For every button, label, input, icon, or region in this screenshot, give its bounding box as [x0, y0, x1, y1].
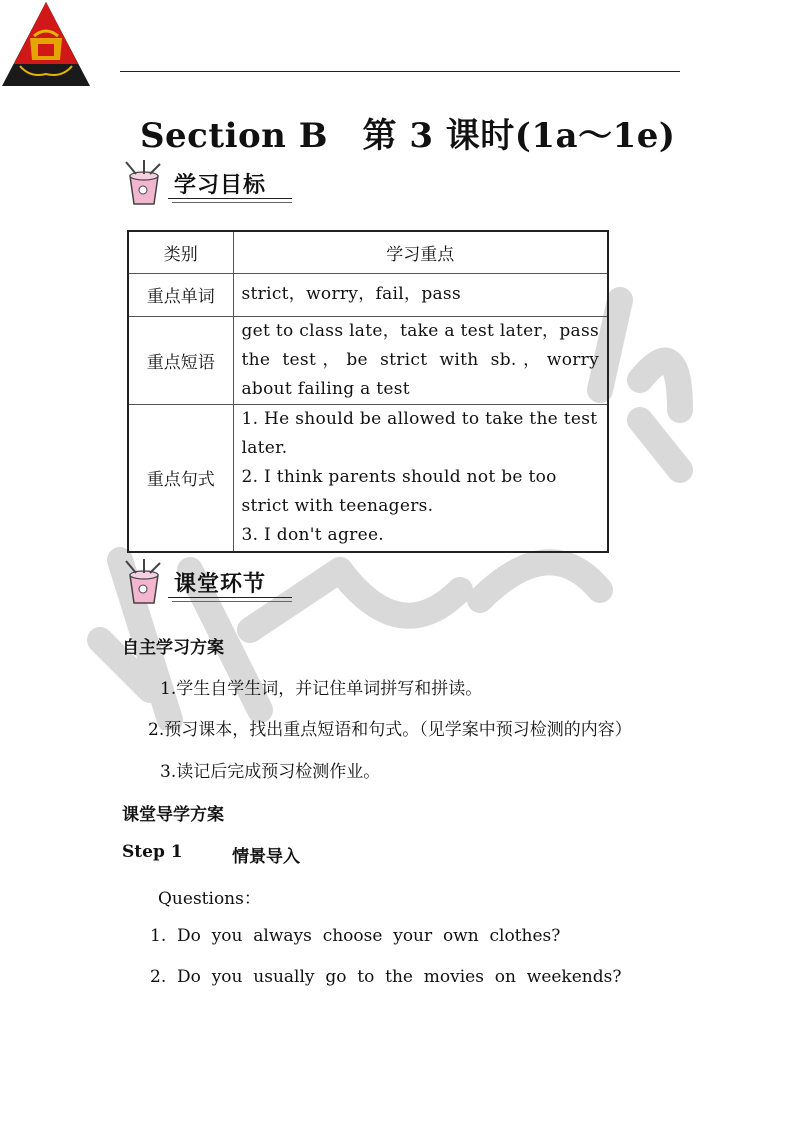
- section-header-goals: [116, 158, 306, 208]
- header-category: 类别: [128, 231, 233, 273]
- table-row: [128, 273, 608, 316]
- self-study-item: 1.学生自学生词，并记住单词拼写和拼读。: [160, 679, 483, 699]
- sentence-item: 2. I think parents should not be too strict with teenagers.: [241, 467, 557, 517]
- section-header-class: [116, 557, 306, 607]
- table-row: [128, 316, 608, 404]
- table-row: [128, 404, 608, 552]
- header-focus: 学习重点: [233, 231, 608, 273]
- question-item: 2. Do you usually go to the movies on weekends?: [150, 967, 622, 987]
- goals-table: [127, 230, 609, 553]
- pencil-cup-icon: [116, 557, 176, 607]
- row-category: 重点句式: [128, 404, 233, 552]
- table-header-row: [128, 231, 608, 273]
- step-title: 情景导入: [232, 847, 300, 867]
- pencil-cup-icon: [116, 158, 176, 208]
- step-label: Step 1: [122, 842, 183, 862]
- questions-label: Questions：: [158, 889, 261, 909]
- school-crest-logo: [0, 0, 92, 88]
- row-category: 重点短语: [128, 316, 233, 404]
- self-study-item: 3.读记后完成预习检测作业。: [160, 762, 381, 782]
- row-content: [233, 404, 608, 552]
- class-guide-heading: 课堂导学方案: [122, 805, 224, 825]
- self-study-heading: 自主学习方案: [122, 638, 224, 658]
- section-label-class: 课堂环节: [174, 572, 267, 597]
- header-rule: [120, 71, 680, 72]
- row-content: strict，worry，fail，pass: [233, 273, 608, 316]
- page-title: Section B 第 3 课时(1a～1e): [140, 116, 676, 156]
- sentence-item: 3. I don't agree.: [241, 525, 385, 546]
- self-study-item: 2.预习课本，找出重点短语和句式。（见学案中预习检测的内容）: [148, 720, 632, 740]
- row-content: get to class late，take a test later，pass the test，be strict with sb.，worry about failing a test: [233, 316, 608, 404]
- sentence-item: 1. He should be allowed to take the test later.: [241, 409, 598, 459]
- section-label-goals: 学习目标: [174, 173, 267, 198]
- row-category: 重点单词: [128, 273, 233, 316]
- question-item: 1. Do you always choose your own clothes?: [150, 926, 561, 946]
